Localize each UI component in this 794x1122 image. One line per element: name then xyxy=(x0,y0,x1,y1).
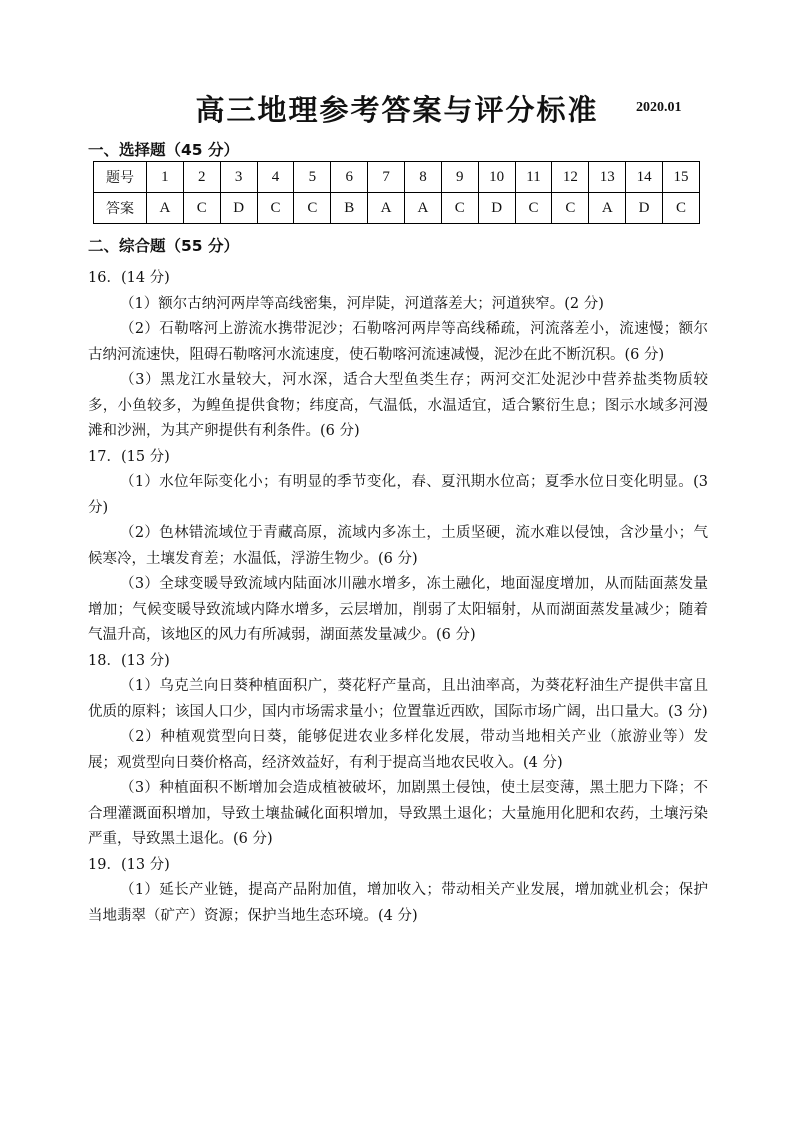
answer-cell: C xyxy=(441,193,478,224)
page-title: 高三地理参考答案与评分标准 xyxy=(195,93,599,127)
answer-cell: D xyxy=(626,193,663,224)
answer-cell: A xyxy=(589,193,626,224)
answer-table-number-row xyxy=(94,162,700,193)
answer-paragraph: （1）乌克兰向日葵种植面积广，葵花籽产量高，且出油率高，为葵花籽油生产提供丰富且优质的原料；该国人口少，国内市场需求量小；位置靠近西欧，国际市场广阔，出口量大。(3 分) xyxy=(88,678,708,720)
answer-paragraph: （2）石勒喀河上游流水携带泥沙；石勒喀河两岸等高线稀疏，河流落差小，流速慢；额尔古纳河流速快，阻碍石勒喀河水流速度，使石勒喀河流速减慢，泥沙在此不断沉积。(6 分) xyxy=(88,321,708,363)
answer-cell: C xyxy=(183,193,220,224)
question-heading: 18．(13 分) xyxy=(88,652,170,669)
answer-paragraph: （3）种植面积不断增加会造成植被破坏，加剧黑土侵蚀，使土层变薄，黑土肥力下降；不合理灌溉面积增加，导致土壤盐碱化面积增加，导致黑土退化；大量施用化肥和农药，土壤污染严重，导致黑土退化。(6 分) xyxy=(88,780,708,847)
row-label-answer: 答案 xyxy=(94,193,147,224)
row-label-number: 题号 xyxy=(94,162,147,193)
answer-cell: A xyxy=(147,193,184,224)
question-number-cell: 8 xyxy=(405,162,442,193)
answer-cell: C xyxy=(663,193,700,224)
answer-cell: A xyxy=(405,193,442,224)
answer-paragraph: （1）延长产业链，提高产品附加值，增加收入；带动相关产业发展，增加就业机会；保护当地翡翠（矿产）资源；保护当地生态环境。(4 分) xyxy=(88,882,708,924)
question-number-cell: 3 xyxy=(220,162,257,193)
answer-paragraph: （2）种植观赏型向日葵，能够促进农业多样化发展，带动当地相关产业（旅游业等）发展；观赏型向日葵价格高，经济效益好，有利于提高当地农民收入。(4 分) xyxy=(88,729,708,771)
question-heading: 19．(13 分) xyxy=(88,856,170,873)
section-heading-choice: 一、选择题（45 分） xyxy=(88,141,239,159)
answer-paragraph: （2）色林错流域位于青藏高原，流域内多冻土，土质坚硬，流水难以侵蚀，含沙量小；气候寒冷，土壤发育差；水温低，浮游生物少。(6 分) xyxy=(88,525,708,567)
question-number-cell: 14 xyxy=(626,162,663,193)
answer-cell: D xyxy=(478,193,515,224)
answer-paragraph: （3）黑龙江水量较大，河水深，适合大型鱼类生存；两河交汇处泥沙中营养盐类物质较多，小鱼较多，为鳇鱼提供食物；纬度高，气温低，水温适宜，适合繁衍生息；图示水域多河漫滩和沙洲，为其产卵提供有利条件。(6 分) xyxy=(88,372,708,439)
question-number-cell: 9 xyxy=(441,162,478,193)
question-number-cell: 6 xyxy=(331,162,368,193)
answer-cell: D xyxy=(220,193,257,224)
answer-paragraph: （3）全球变暖导致流域内陆面冰川融水增多，冻土融化，地面湿度增加，从而陆面蒸发量增加；气候变暖导致流域内降水增多，云层增加，削弱了太阳辐射，从而湖面蒸发量减少；随着气温升高，该地区的风力有所减弱，湖面蒸发量减少。(6 分) xyxy=(88,576,708,643)
question-heading: 17．(15 分) xyxy=(88,448,170,465)
answer-cell: A xyxy=(368,193,405,224)
question-number-cell: 11 xyxy=(515,162,552,193)
question-number-cell: 4 xyxy=(257,162,294,193)
question-number-cell: 5 xyxy=(294,162,331,193)
question-number-cell: 13 xyxy=(589,162,626,193)
answer-table xyxy=(93,161,700,224)
answer-cell: C xyxy=(552,193,589,224)
question-number-cell: 10 xyxy=(478,162,515,193)
answer-table-answer-row xyxy=(94,193,700,224)
answer-cell: C xyxy=(515,193,552,224)
answer-cell: C xyxy=(257,193,294,224)
question-number-cell: 15 xyxy=(663,162,700,193)
answer-paragraph: （1）额尔古纳河两岸等高线密集，河岸陡，河道落差大；河道狭窄。(2 分) xyxy=(120,295,604,312)
question-number-cell: 7 xyxy=(368,162,405,193)
answer-cell: B xyxy=(331,193,368,224)
answer-paragraph: （1）水位年际变化小；有明显的季节变化，春、夏汛期水位高；夏季水位日变化明显。(3 分) xyxy=(88,474,708,516)
answer-cell: C xyxy=(294,193,331,224)
answers-body xyxy=(88,266,708,929)
document-date: 2020.01 xyxy=(636,100,682,115)
question-heading: 16．(14 分) xyxy=(88,270,170,286)
question-number-cell: 1 xyxy=(147,162,184,193)
question-number-cell: 12 xyxy=(552,162,589,193)
section-heading-comprehensive: 二、综合题（55 分） xyxy=(88,237,239,255)
question-number-cell: 2 xyxy=(183,162,220,193)
